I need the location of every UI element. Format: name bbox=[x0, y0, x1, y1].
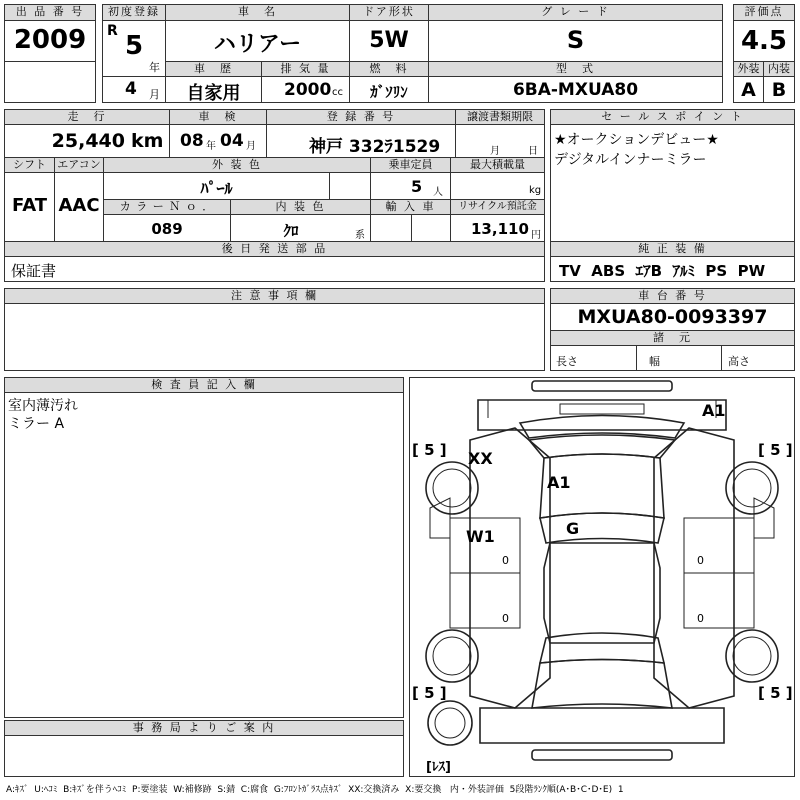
score-cell bbox=[733, 20, 795, 62]
dimensions-label: 諸 元 bbox=[550, 330, 795, 346]
inspection-year-unit: 年 bbox=[206, 141, 216, 152]
grade-label: グ レ ー ド bbox=[428, 4, 723, 21]
sales-line: デジタルインナーミラー bbox=[554, 152, 707, 168]
length-cell bbox=[550, 345, 637, 371]
plate-cell bbox=[266, 124, 456, 158]
height-cell bbox=[721, 345, 795, 371]
zero-mark: 0 bbox=[697, 612, 704, 625]
color-cell bbox=[103, 172, 330, 200]
front-bumper-outline bbox=[532, 381, 672, 391]
mileage-label: 走 行 bbox=[4, 109, 170, 125]
history-label: 車 歴 bbox=[165, 61, 262, 77]
mileage-cell bbox=[4, 124, 170, 158]
interior-cell bbox=[763, 76, 795, 103]
load-unit: kg bbox=[529, 185, 542, 196]
model: 6BA-MXUA80 bbox=[512, 80, 639, 100]
mileage: 25,440 bbox=[51, 130, 125, 152]
model-cell bbox=[428, 76, 723, 103]
left-mirror-outline bbox=[430, 498, 450, 538]
inspector-label: 検 査 員 記 入 欄 bbox=[4, 377, 404, 393]
tread-front-right: [ 5 ] bbox=[758, 441, 793, 459]
tread-spare: [ﾚｽ] bbox=[426, 760, 451, 775]
shift-cell bbox=[4, 172, 55, 242]
model-label: 型 式 bbox=[428, 61, 723, 77]
inspector-line: 室内薄汚れ bbox=[8, 398, 78, 414]
history: 自家用 bbox=[186, 83, 241, 104]
zero-mark: 0 bbox=[502, 554, 509, 567]
rear-right-wheel bbox=[733, 637, 771, 675]
later-parts-cell bbox=[4, 256, 545, 282]
mark-w1: W1 bbox=[466, 527, 495, 546]
spare-wheel bbox=[435, 708, 465, 738]
interior-color-unit: 系 bbox=[355, 230, 365, 241]
exterior-label: 外装 bbox=[733, 61, 764, 77]
car-name: ハリアー bbox=[213, 32, 302, 57]
door-label: ドア形状 bbox=[349, 4, 429, 21]
front-right-wheel bbox=[733, 469, 771, 507]
plate: 神戸 332ﾗ1529 bbox=[309, 137, 441, 157]
width-cell bbox=[636, 345, 722, 371]
sales-line: ★オークションデビュー★ bbox=[554, 132, 719, 148]
load-cell bbox=[450, 172, 545, 200]
interior-color-cell bbox=[230, 214, 371, 242]
capacity-cell bbox=[370, 172, 451, 200]
transfer-month: 月 bbox=[490, 146, 500, 157]
transfer-cell bbox=[455, 124, 545, 158]
lot-cell bbox=[4, 20, 96, 62]
zero-mark: 0 bbox=[502, 612, 509, 625]
color-no-label: カ ラ ー Ｎ ｏ ． bbox=[103, 199, 231, 215]
history-cell bbox=[165, 76, 262, 103]
door-cell bbox=[349, 20, 429, 62]
plate-label: 登 録 番 号 bbox=[266, 109, 456, 125]
interior-color: ｸﾛ bbox=[283, 222, 299, 240]
recycle-unit: 円 bbox=[531, 230, 541, 241]
first-reg-year: 5 bbox=[125, 31, 144, 61]
fuel-cell bbox=[349, 76, 429, 103]
sales-cell bbox=[550, 124, 795, 242]
score: 4.5 bbox=[740, 26, 788, 56]
inspection-month: 04 bbox=[220, 131, 244, 151]
left-body-outline bbox=[470, 428, 550, 708]
mileage-unit: km bbox=[131, 130, 164, 152]
interior-color-label: 内 装 色 bbox=[230, 199, 371, 215]
first-reg-month-cell bbox=[102, 76, 166, 103]
tread-rear-right: [ 5 ] bbox=[758, 684, 793, 702]
color-extra-cell bbox=[329, 172, 371, 200]
recycle: 13,110 bbox=[471, 220, 529, 238]
era: R bbox=[107, 23, 118, 39]
inspection-year: 08 bbox=[180, 131, 204, 151]
mark-a1-roof: A1 bbox=[547, 473, 571, 492]
mark-g: G bbox=[566, 519, 580, 538]
later-parts: 保証書 bbox=[11, 262, 57, 280]
zero-mark: 0 bbox=[697, 554, 704, 567]
ac: AAC bbox=[58, 195, 100, 216]
inspector-cell bbox=[4, 392, 404, 718]
right-mirror-outline bbox=[754, 498, 774, 538]
score-label: 評価点 bbox=[733, 4, 795, 21]
ac-cell bbox=[54, 172, 104, 242]
first-reg-month: 4 bbox=[125, 79, 137, 99]
car-name-cell bbox=[165, 20, 350, 62]
rear-bumper-outline bbox=[532, 750, 672, 760]
transfer-label: 譲渡書類期限 bbox=[455, 109, 545, 125]
import-label: 輸 入 車 bbox=[370, 199, 451, 215]
tread-front-left: [ 5 ] bbox=[412, 441, 447, 459]
car-name-label: 車 名 bbox=[165, 4, 350, 21]
lot-number: 2009 bbox=[13, 25, 87, 55]
load-label: 最大積載量 bbox=[450, 157, 545, 173]
equipment: TV ABS ｴｱB ｱﾙﾐ PS PW bbox=[559, 262, 766, 280]
right-body-outline bbox=[654, 428, 734, 708]
shift: FAT bbox=[11, 195, 48, 216]
chassis-cell bbox=[550, 303, 795, 331]
fuel-label: 燃 料 bbox=[349, 61, 429, 77]
recycle-label: リサイクル預託金 bbox=[450, 199, 545, 215]
month-unit: 月 bbox=[149, 88, 160, 101]
office-cell bbox=[4, 735, 404, 777]
inspection-label: 車 検 bbox=[169, 109, 267, 125]
exterior-score: A bbox=[741, 79, 756, 101]
chassis-number: MXUA80-0093397 bbox=[577, 306, 768, 328]
color: ﾊﾟｰﾙ bbox=[200, 179, 233, 198]
transfer-day: 日 bbox=[528, 146, 538, 157]
ac-label: エアコン bbox=[54, 157, 104, 173]
shift-label: シフト bbox=[4, 157, 55, 173]
recycle-cell bbox=[450, 214, 545, 242]
capacity-label: 乗車定員 bbox=[370, 157, 451, 173]
later-parts-label: 後 日 発 送 部 品 bbox=[4, 241, 545, 257]
rear-window-outline bbox=[540, 633, 664, 663]
displacement-label: 排 気 量 bbox=[261, 61, 350, 77]
first-reg-cell bbox=[102, 20, 166, 77]
color-label: 外 装 色 bbox=[103, 157, 371, 173]
grade: S bbox=[566, 26, 585, 54]
lot-label: 出 品 番 号 bbox=[4, 4, 96, 21]
color-no-cell bbox=[103, 214, 231, 242]
displacement: 2000 bbox=[284, 80, 332, 100]
grade-cell bbox=[428, 20, 723, 62]
door-type: 5W bbox=[369, 28, 409, 53]
inspection-month-unit: 月 bbox=[246, 141, 256, 152]
sales-label: セ ー ル ス ポ イ ン ト bbox=[550, 109, 795, 125]
front-left-wheel bbox=[433, 469, 471, 507]
fuel: ｶﾞｿﾘﾝ bbox=[370, 83, 408, 101]
rear-face-outline bbox=[480, 708, 724, 743]
displacement-unit: cc bbox=[332, 87, 343, 98]
width-label: 幅 bbox=[649, 355, 660, 368]
mark-xx: XX bbox=[468, 449, 493, 468]
displacement-cell bbox=[261, 76, 350, 103]
office-label: 事 務 局 よ り ご 案 内 bbox=[4, 720, 404, 736]
height-label: 高さ bbox=[728, 355, 750, 368]
car-diagram bbox=[410, 378, 794, 776]
lot-empty-cell bbox=[4, 61, 96, 103]
interior-score: B bbox=[771, 79, 787, 101]
capacity: 5 bbox=[411, 177, 423, 196]
import-cell-a bbox=[370, 214, 412, 242]
mark-a1-hood: A1 bbox=[702, 401, 726, 420]
first-reg-label: 初度登録 bbox=[102, 4, 166, 21]
tread-rear-left: [ 5 ] bbox=[412, 684, 447, 702]
color-no: 089 bbox=[151, 220, 183, 238]
year-unit: 年 bbox=[149, 61, 160, 74]
interior-label: 内装 bbox=[763, 61, 795, 77]
cabin-outline bbox=[544, 543, 660, 643]
trunk-outline bbox=[532, 660, 672, 709]
equipment-cell bbox=[550, 256, 795, 282]
notes-cell bbox=[4, 303, 545, 371]
exterior-cell bbox=[733, 76, 764, 103]
rear-left-wheel bbox=[433, 637, 471, 675]
chassis-label: 車 台 番 号 bbox=[550, 288, 795, 304]
legend: A:ｷｽﾞ U:ﾍｺﾐ B:ｷｽﾞを伴うﾍｺﾐ P:要塗装 W:補修跡 S:錆 C:腐食 G:ﾌﾛﾝﾄｶﾞﾗｽ点ｷｽﾞ XX:交換済み X:要交換 内・外装評価 5段階ﾗﾝｸ順(A･B･C･D･E) 1 bbox=[6, 785, 624, 795]
rear-roof-outline bbox=[540, 513, 664, 543]
capacity-unit: 人 bbox=[433, 187, 443, 198]
notes-label: 注 意 事 項 欄 bbox=[4, 288, 545, 304]
length-label: 長さ bbox=[556, 355, 578, 368]
equipment-label: 純 正 装 備 bbox=[550, 241, 795, 257]
inspection-cell bbox=[169, 124, 267, 158]
car-diagram-frame bbox=[409, 377, 795, 777]
inspector-line: ミラー A bbox=[8, 416, 65, 432]
import-cell-b bbox=[411, 214, 451, 242]
